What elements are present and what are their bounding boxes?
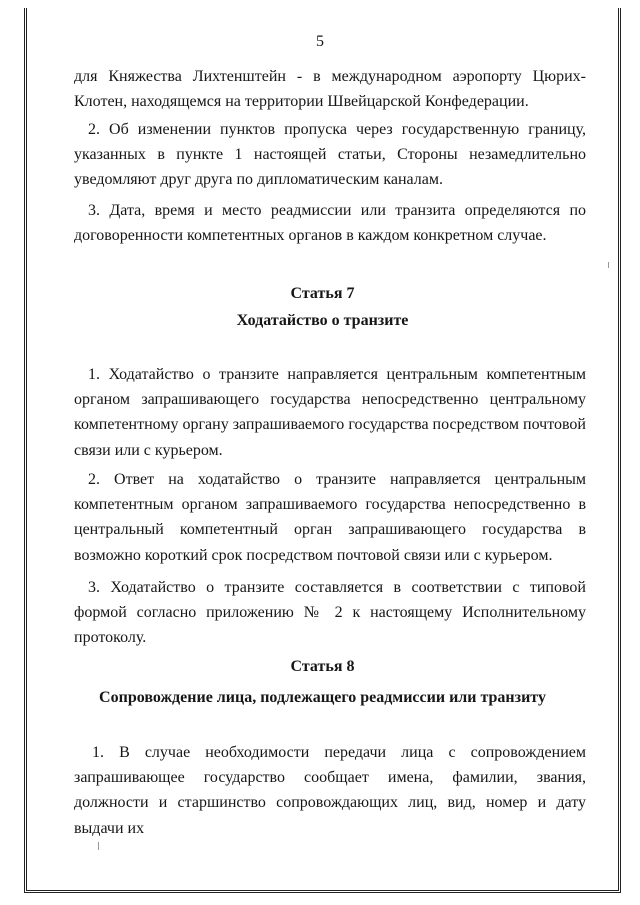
article-7-paragraph-3: 3. Ходатайство о транзите составляется в соответствии с типовой формой согласно приложению № 2 к настоящему Исполнительному протоколу. <box>74 579 586 647</box>
paragraph-date-time-place: 3. Дата, время и место реадмиссии или транзита определяются по договоренности компетентных органов в каждом конкретном случае. <box>74 202 586 245</box>
scan-speck <box>608 262 609 268</box>
article-7-title: Ходатайство о транзите <box>236 312 409 329</box>
article-8-title: Сопровождение лица, подлежащего реадмиссии или транзиту <box>99 689 546 706</box>
paragraph-checkpoint-changes: 2. Об изменении пунктов пропуска через государственную границу, указанных в пункте 1 настоящей статьи, Стороны незамедлительно уведомляют друг друга по дипломатическим каналам. <box>74 121 586 189</box>
scan-speck <box>98 842 99 850</box>
article-7-number: Статья 7 <box>290 285 355 302</box>
page-number: 5 <box>316 33 324 50</box>
article-7-paragraph-2: 2. Ответ на ходатайство о транзите направляется центральным компетентным органом запрашиваемого государства непосредственно в центральный компетентный орган запрашивающего государства в возможно короткий срок посредством почтовой связи или с курьером. <box>74 471 586 564</box>
article-7-paragraph-1: 1. Ходатайство о транзите направляется центральным компетентным органом запрашивающего государства непосредственно центральному компетентному органу запрашиваемого государства посредством почтовой связи или с курьером. <box>74 366 586 459</box>
article-8-number: Статья 8 <box>290 658 355 675</box>
article-8-paragraph-1: 1. В случае необходимости передачи лица с сопровождением запрашивающее государство сообщает имена, фамилии, звания, должности и старшинство сопровождающих лиц, вид, номер и дату выдачи их <box>74 744 586 837</box>
paragraph-continuation: для Княжества Лихтенштейн - в международном аэропорту Цюрих-Клотен, находящемся на территории Швейцарской Конфедерации. <box>74 68 586 111</box>
